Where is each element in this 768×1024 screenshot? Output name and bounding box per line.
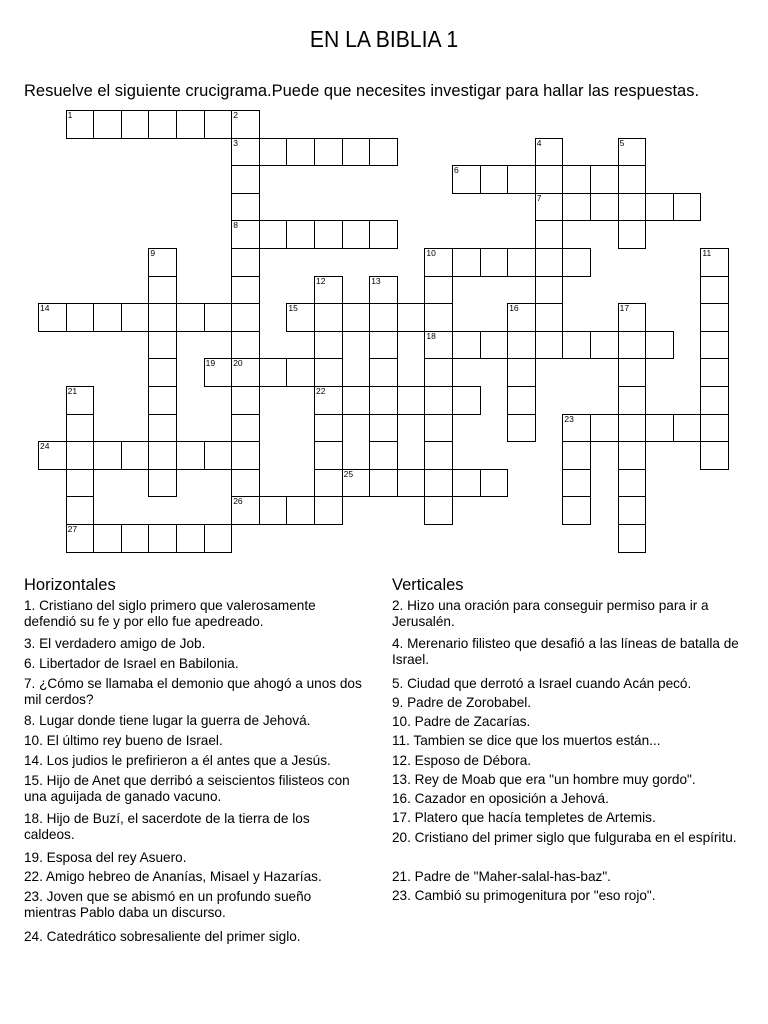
grid-cell[interactable] (480, 469, 509, 498)
grid-cell[interactable] (618, 220, 647, 249)
grid-cell[interactable] (507, 414, 536, 443)
clue-number: 23 (564, 413, 574, 424)
grid-cell[interactable] (424, 358, 453, 387)
grid-cell[interactable] (480, 331, 509, 360)
grid-cell[interactable] (148, 276, 177, 305)
grid-cell[interactable] (231, 469, 260, 498)
grid-cell[interactable] (259, 220, 288, 249)
clue-down: 13. Rey de Moab que era "un hombre muy gordo". (392, 772, 696, 787)
clue-down: 20. Cristiano del primer siglo que fulguraba en el espíritu. (392, 830, 737, 845)
grid-cell[interactable] (148, 358, 177, 387)
grid-cell[interactable] (535, 220, 564, 249)
grid-cell[interactable] (507, 165, 536, 194)
grid-cell[interactable] (507, 331, 536, 360)
grid-cell[interactable] (618, 331, 647, 360)
grid-cell[interactable] (93, 303, 122, 332)
clue-across: 19. Esposa del rey Asuero. (24, 850, 187, 865)
grid-cell[interactable] (231, 386, 260, 415)
grid-cell[interactable] (562, 469, 591, 498)
grid-cell[interactable] (618, 524, 647, 553)
grid-cell[interactable] (231, 441, 260, 470)
grid-cell[interactable] (342, 220, 371, 249)
grid-cell[interactable] (590, 165, 619, 194)
grid-cell[interactable] (618, 358, 647, 387)
clue-down: 9. Padre de Zorobabel. (392, 695, 532, 710)
grid-cell[interactable] (480, 165, 509, 194)
grid-cell[interactable] (673, 414, 702, 443)
grid-cell[interactable] (148, 386, 177, 415)
grid-cell[interactable] (562, 165, 591, 194)
grid-cell[interactable] (424, 469, 453, 498)
grid-cell[interactable] (66, 414, 95, 443)
grid-cell[interactable] (314, 441, 343, 470)
grid-cell[interactable] (176, 441, 205, 470)
grid-cell[interactable] (231, 165, 260, 194)
grid-cell[interactable] (286, 138, 315, 167)
clue-number: 26 (233, 496, 243, 507)
grid-cell[interactable] (369, 386, 398, 415)
grid-cell[interactable] (148, 303, 177, 332)
grid-cell[interactable] (231, 414, 260, 443)
clue-number: 15 (288, 303, 298, 314)
clue-number: 4 (536, 137, 542, 148)
grid-cell[interactable] (452, 469, 481, 498)
clue-number: 19 (205, 358, 216, 369)
grid-cell[interactable] (148, 414, 177, 443)
horizontal-heading: Horizontales (24, 576, 116, 594)
clue-across: 3. El verdadero amigo de Job. (24, 636, 206, 651)
clue-number: 5 (619, 137, 625, 148)
grid-cell[interactable] (93, 524, 122, 553)
clue-down: 10. Padre de Zacarías. (392, 714, 531, 729)
grid-cell[interactable] (369, 441, 398, 470)
clue-down: 16. Cazador en oposición a Jehová. (392, 791, 609, 806)
grid-cell[interactable] (204, 303, 233, 332)
grid-cell[interactable] (369, 220, 398, 249)
clue-across: 18. Hijo de Buzí, el sacerdote de la tierra de los caldeos. (24, 811, 310, 842)
clue-number: 6 (454, 165, 459, 176)
clue-across: 23. Joven que se abismó en un profundo sueño mientras Pablo daba un discurso. (24, 889, 312, 920)
clue-number: 3 (233, 137, 238, 148)
grid-cell[interactable] (700, 386, 729, 415)
grid-cell[interactable] (535, 276, 564, 305)
grid-cell[interactable] (176, 524, 205, 553)
clue-down: 2. Hizo una oración para conseguir permiso para ir a Jerusalén. (392, 598, 709, 629)
clue-number: 2 (233, 110, 238, 120)
clue-across: 1. Cristiano del siglo primero que valerosamente defendió su fe y por ello fue apedreado. (24, 598, 316, 629)
clue-down: 5. Ciudad que derrotó a Israel cuando Acán pecó. (392, 676, 692, 691)
grid-cell[interactable] (424, 496, 453, 525)
clue-down: 11. Tambien se dice que los muertos están... (392, 733, 661, 748)
grid-cell[interactable] (700, 331, 729, 360)
grid-cell[interactable] (618, 193, 647, 222)
grid-cell[interactable] (562, 193, 591, 222)
grid-cell[interactable] (700, 303, 729, 332)
grid-cell[interactable] (148, 524, 177, 553)
vertical-heading: Verticales (392, 576, 464, 594)
clue-number: 22 (316, 386, 326, 396)
grid-cell[interactable] (66, 441, 95, 470)
grid-cell[interactable] (562, 331, 591, 360)
grid-cell[interactable] (369, 331, 398, 360)
grid-cell[interactable] (452, 386, 481, 415)
grid-cell[interactable] (66, 303, 95, 332)
grid-cell[interactable] (480, 248, 509, 277)
grid-cell[interactable] (562, 496, 591, 525)
grid-cell[interactable] (259, 496, 288, 525)
grid-cell[interactable] (507, 386, 536, 415)
grid-cell[interactable] (397, 469, 426, 498)
grid-cell[interactable] (259, 138, 288, 167)
grid-cell[interactable] (314, 138, 343, 167)
clue-number: 13 (371, 275, 381, 286)
grid-cell[interactable] (314, 469, 343, 498)
clue-number: 18 (426, 330, 436, 341)
grid-cell[interactable] (66, 496, 95, 525)
grid-cell[interactable] (204, 441, 233, 470)
grid-cell[interactable] (93, 441, 122, 470)
grid-cell[interactable] (562, 248, 591, 277)
clue-across: 6. Libertador de Israel en Babilonia. (24, 656, 239, 671)
grid-cell[interactable] (535, 165, 564, 194)
grid-cell[interactable] (369, 303, 398, 332)
clue-across: 15. Hijo de Anet que derribó a seiscientos filisteos con una aguijada de ganado vacuno. (24, 773, 350, 804)
clue-number: 16 (509, 303, 519, 314)
grid-cell[interactable] (618, 496, 647, 525)
clue-across: 22. Amigo hebreo de Ananías, Misael y Hazarías. (24, 869, 322, 884)
clue-down: 12. Esposo de Débora. (392, 753, 532, 768)
grid-cell[interactable] (342, 303, 371, 332)
clue-across: 24. Catedrático sobresaliente del primer siglo. (24, 929, 301, 944)
clue-number: 20 (233, 358, 243, 369)
clue-number: 14 (40, 303, 50, 314)
grid-cell[interactable] (397, 303, 426, 332)
clue-number: 10 (426, 248, 436, 258)
grid-cell[interactable] (314, 303, 343, 332)
grid-cell[interactable] (673, 193, 702, 222)
grid-cell[interactable] (618, 165, 647, 194)
clue-down: 17. Platero que hacía templetes de Artemis. (392, 810, 656, 825)
grid-cell[interactable] (424, 303, 453, 332)
grid-cell[interactable] (618, 414, 647, 443)
grid-cell[interactable] (369, 414, 398, 443)
grid-cell[interactable] (618, 386, 647, 415)
grid-cell[interactable] (535, 303, 564, 332)
grid-cell[interactable] (562, 441, 591, 470)
grid-cell[interactable] (618, 441, 647, 470)
grid-cell[interactable] (452, 331, 481, 360)
grid-cell[interactable] (231, 193, 260, 222)
clue-number: 25 (343, 468, 354, 479)
clue-across: 14. Los judios le prefirieron a él antes que a Jesús. (24, 753, 331, 768)
grid-cell[interactable] (121, 524, 150, 553)
clue-across: 10. El último rey bueno de Israel. (24, 733, 223, 748)
clue-across: 7. ¿Cómo se llamaba el demonio que ahogó a unos dos mil cerdos? (24, 676, 362, 707)
grid-cell[interactable] (507, 358, 536, 387)
grid-cell[interactable] (700, 414, 729, 443)
clue-number: 7 (536, 192, 542, 203)
grid-cell[interactable] (618, 469, 647, 498)
grid-cell[interactable] (424, 414, 453, 443)
grid-cell[interactable] (314, 496, 343, 525)
grid-cell[interactable] (424, 276, 453, 305)
grid-cell[interactable] (342, 138, 371, 167)
grid-cell[interactable] (204, 524, 233, 553)
clue-number: 12 (316, 275, 326, 286)
grid-cell[interactable] (231, 303, 260, 332)
grid-cell[interactable] (231, 248, 260, 277)
clue-number: 1 (67, 110, 73, 120)
clue-across: 8. Lugar donde tiene lugar la guerra de Jehová. (24, 713, 311, 728)
grid-cell[interactable] (176, 110, 205, 139)
clue-number: 21 (67, 386, 78, 396)
grid-cell[interactable] (452, 248, 481, 277)
clue-number: 24 (40, 441, 50, 452)
grid-cell[interactable] (286, 220, 315, 249)
grid-cell[interactable] (369, 358, 398, 387)
grid-cell[interactable] (424, 441, 453, 470)
grid-cell[interactable] (121, 303, 150, 332)
instructions: Resuelve el siguiente crucigrama.Puede que necesites investigar para hallar las respuestas. (24, 82, 700, 100)
grid-cell[interactable] (286, 358, 315, 387)
clue-down: 23. Cambió su primogenitura por "eso rojo". (392, 888, 656, 903)
grid-cell[interactable] (535, 248, 564, 277)
grid-cell[interactable] (148, 469, 177, 498)
grid-cell[interactable] (535, 331, 564, 360)
grid-cell[interactable] (314, 358, 343, 387)
clue-number: 17 (619, 303, 630, 314)
grid-cell[interactable] (176, 303, 205, 332)
grid-cell[interactable] (314, 414, 343, 443)
grid-cell[interactable] (369, 138, 398, 167)
clue-number: 9 (150, 248, 156, 258)
grid-cell[interactable] (66, 469, 95, 498)
grid-cell[interactable] (700, 358, 729, 387)
grid-cell[interactable] (148, 110, 177, 139)
clue-down: 21. Padre de "Maher-salal-has-baz". (392, 869, 611, 884)
grid-cell[interactable] (369, 469, 398, 498)
grid-cell[interactable] (700, 276, 729, 305)
clue-down: 4. Merenario filisteo que desafió a las líneas de batalla de Israel. (392, 636, 739, 667)
grid-cell[interactable] (645, 414, 674, 443)
grid-cell[interactable] (590, 414, 619, 443)
clue-number: 8 (233, 220, 238, 231)
grid-cell[interactable] (148, 331, 177, 360)
clue-number: 11 (702, 248, 712, 258)
grid-cell[interactable] (645, 193, 674, 222)
grid-cell[interactable] (121, 441, 150, 470)
grid-cell[interactable] (397, 386, 426, 415)
grid-cell[interactable] (204, 110, 233, 139)
grid-cell[interactable] (286, 496, 315, 525)
grid-cell[interactable] (314, 331, 343, 360)
grid-cell[interactable] (314, 220, 343, 249)
grid-cell[interactable] (231, 331, 260, 360)
grid-cell[interactable] (148, 441, 177, 470)
grid-cell[interactable] (590, 331, 619, 360)
grid-cell[interactable] (121, 110, 150, 139)
grid-cell[interactable] (259, 358, 288, 387)
grid-cell[interactable] (342, 386, 371, 415)
grid-cell[interactable] (231, 276, 260, 305)
grid-cell[interactable] (507, 248, 536, 277)
grid-cell[interactable] (424, 386, 453, 415)
page-title: EN LA BIBLIA 1 (309, 26, 459, 52)
grid-cell[interactable] (700, 441, 729, 470)
clue-number: 27 (67, 524, 78, 534)
grid-cell[interactable] (590, 193, 619, 222)
grid-cell[interactable] (645, 331, 674, 360)
grid-cell[interactable] (93, 110, 122, 139)
